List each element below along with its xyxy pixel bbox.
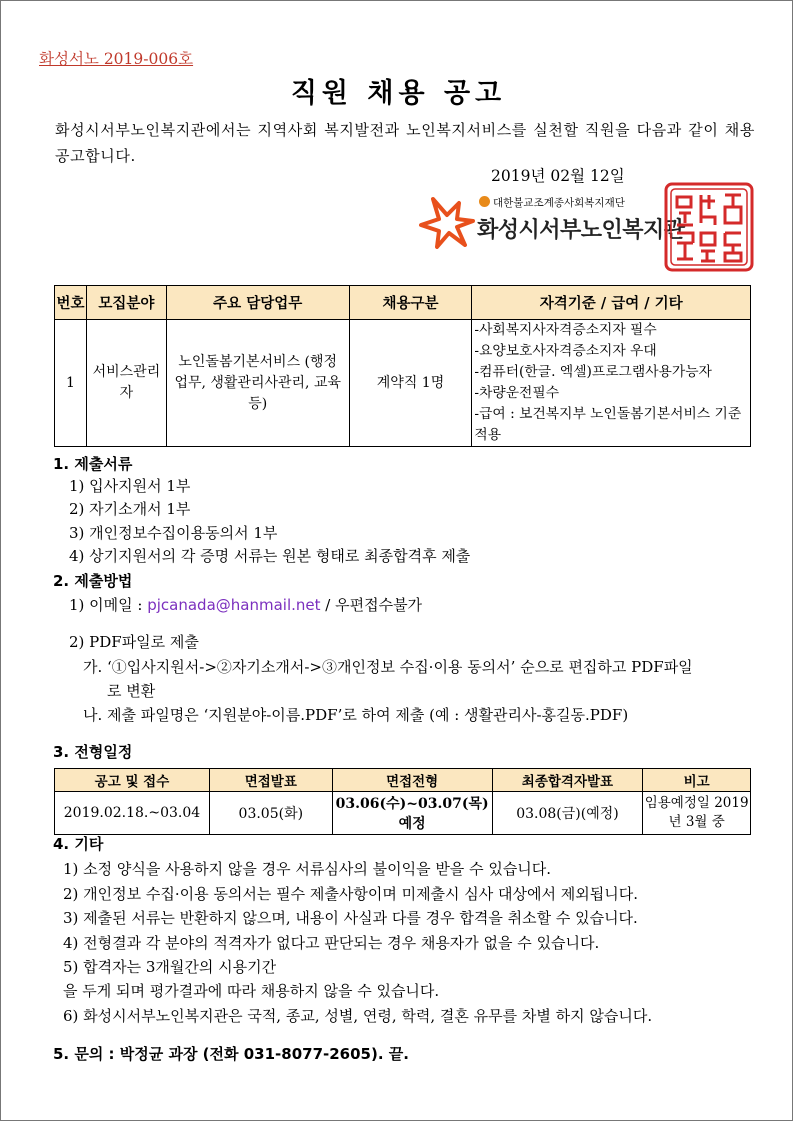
row-duty: 노인돌봄기본서비스 (행정업무, 생활관리사관리, 교육 등) — [166, 320, 349, 447]
qualification-item: -급여 : 보건복지부 노인돌봄기본서비스 기준적용 — [474, 406, 742, 443]
header-interview-notice: 면접발표 — [209, 769, 332, 792]
header-duty: 주요 담당업무 — [166, 286, 349, 320]
qualification-item: -요양보호사자격증소지자 우대 — [474, 343, 657, 359]
recruitment-table-header — [55, 286, 751, 320]
schedule-note: 임용예정일 2019년 3월 중 — [643, 792, 751, 835]
header-final: 최종합격자발표 — [492, 769, 643, 792]
dharma-wheel-icon — [479, 196, 490, 207]
qualification-item: -컴퓨터(한글. 엑셀)프로그램사용가능자 — [474, 364, 712, 380]
contact-line: 5. 문의 : 박정균 과장 (전화 031-8077-2605). 끝. — [53, 1045, 409, 1063]
row-number: 1 — [55, 320, 87, 447]
list-item: 가. ‘①입사지원서->②자기소개서->③개인정보 수집·이용 동의서’ 순으로 편집하고 PDF파일 — [83, 658, 693, 676]
foundation-name-text: 대한불교조계종사회복지재단 — [493, 197, 625, 209]
foundation-name — [479, 195, 625, 210]
header-note: 비고 — [643, 769, 751, 792]
header-type: 채용구분 — [349, 286, 472, 320]
list-item: 나. 제출 파일명은 ‘지원분야-이름.PDF’로 하여 제출 (예 : 생활관리사-홍길동.PDF) — [83, 706, 629, 724]
list-item: 2) PDF파일로 제출 — [69, 633, 199, 651]
intro-paragraph: 화성시서부노인복지관에서는 지역사회 복지발전과 노인복지서비스를 실천할 직원을 다음과 같이 채용 공고합니다. — [55, 121, 755, 165]
recruitment-table — [54, 285, 751, 447]
list-item: 3) 제출된 서류는 반환하지 않으며, 내용이 사실과 다를 경우 합격을 취소할 수 있습니다. — [63, 909, 638, 927]
schedule-final: 03.08(금)(예정) — [492, 792, 643, 835]
section-schedule-heading: 3. 전형일정 — [53, 743, 133, 761]
list-item: 1) 소정 양식을 사용하지 않을 경우 서류심사의 불이익을 받을 수 있습니다. — [63, 860, 552, 878]
schedule-table-header — [55, 769, 751, 792]
section-method-heading: 2. 제출방법 — [53, 572, 133, 590]
email-prefix: 1) 이메일 : — [69, 596, 148, 614]
list-item: 6) 화성시서부노인복지관은 국적, 종교, 성별, 연령, 학력, 결혼 유무를 차별 하지 않습니다. — [63, 1007, 653, 1025]
organization-logo — [419, 193, 685, 253]
list-item: 4) 상기지원서의 각 증명 서류는 원본 형태로 최종합격후 제출 — [69, 547, 471, 565]
list-item: 1) 입사지원서 1부 — [69, 477, 191, 495]
list-item: 로 변환 — [107, 682, 156, 700]
header-announce: 공고 및 접수 — [55, 769, 210, 792]
qualification-item: -사회복지사자격증소지자 필수 — [474, 322, 657, 338]
notice-date: 2019년 02월 12일 — [491, 167, 625, 185]
schedule-table — [54, 768, 751, 835]
official-seal-icon — [663, 181, 755, 273]
list-item: 2) 개인정보 수집·이용 동의서는 필수 제출사항이며 미제출시 심사 대상에서 제외됩니다. — [63, 885, 638, 903]
list-item: 5) 합격자는 3개월간의 시용기간 — [63, 958, 277, 976]
welfare-center-name: 화성시서부노인복지관 — [477, 218, 685, 243]
header-qualifications: 자격기준 / 급여 / 기타 — [472, 286, 751, 320]
header-interview: 면접전형 — [332, 769, 492, 792]
header-field: 모집분야 — [86, 286, 166, 320]
document-number: 화성서노 2019-006호 — [39, 50, 194, 68]
table-row — [55, 320, 751, 447]
list-item: 을 두게 되며 평가결과에 따라 채용하지 않을 수 있습니다. — [63, 982, 440, 1000]
section-documents-heading: 1. 제출서류 — [53, 455, 133, 473]
row-type: 계약직 1명 — [349, 320, 472, 447]
qualification-item: -차량운전필수 — [474, 385, 560, 401]
list-item: 2) 자기소개서 1부 — [69, 500, 191, 518]
row-qualifications — [472, 320, 751, 447]
header-number: 번호 — [55, 286, 87, 320]
email-line — [69, 594, 422, 615]
email-suffix: / 우편접수불가 — [320, 596, 423, 614]
table-row — [55, 792, 751, 835]
page-title: 직원 채용 공고 — [290, 78, 507, 109]
schedule-interview: 03.06(수)~03.07(목)예정 — [332, 792, 492, 835]
list-item: 3) 개인정보수집이용동의서 1부 — [69, 524, 278, 542]
list-item: 4) 전형결과 각 분야의 적격자가 없다고 판단되는 경우 채용자가 없을 수 있습니다. — [63, 934, 600, 952]
section-etc-heading: 4. 기타 — [53, 835, 104, 853]
starburst-logo-icon — [419, 197, 475, 249]
schedule-interview-notice: 03.05(화) — [209, 792, 332, 835]
row-field: 서비스관리자 — [86, 320, 166, 447]
email-link[interactable]: pjcanada@hanmail.net — [147, 596, 321, 614]
schedule-announce: 2019.02.18.~03.04 — [55, 792, 210, 835]
